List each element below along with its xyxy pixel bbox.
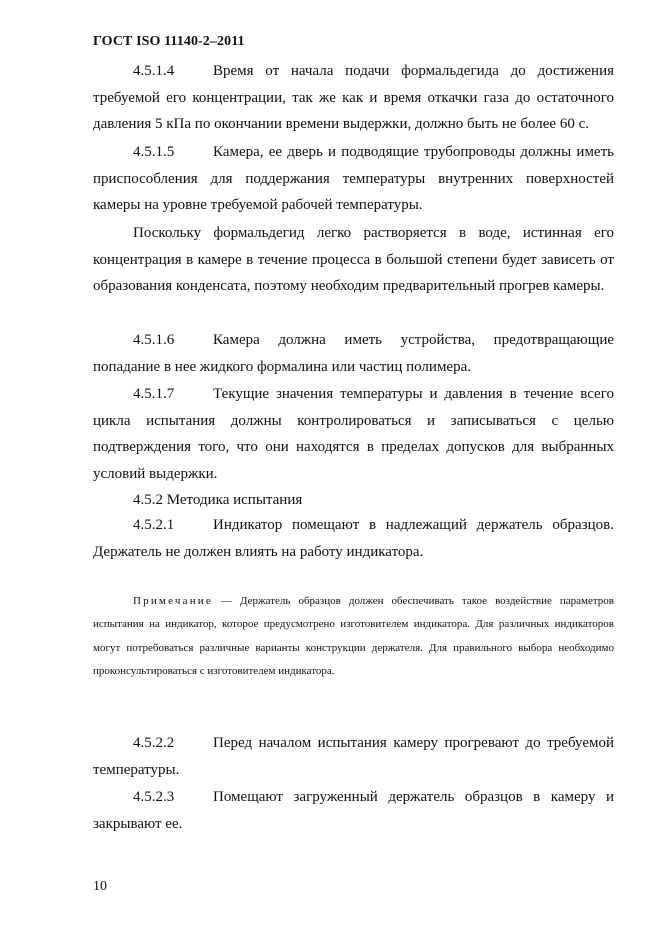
clause-text: Время от начала подачи формальдегида до достижения требуемой его концентрации, так же как и время откачки газа до остаточного давления 5 кПа по окончании времени выдержки, должно быть не более 60 с. [93, 63, 614, 133]
clause-4-5-1-7 [93, 381, 614, 487]
clause-number: 4.5.2.1 [133, 517, 175, 533]
clause-number: 4.5.1.5 [133, 144, 175, 160]
clause-4-5-1-4 [93, 58, 614, 138]
clause-4-5-2-1 [93, 512, 614, 565]
clause-text: Индикатор помещают в надлежащий держатель образцов. Держатель не должен влиять на работу индикатора. [93, 517, 614, 560]
clause-4-5-2-3 [93, 784, 614, 837]
clause-number: 4.5.1.7 [133, 386, 175, 402]
clause-4-5-1-6 [93, 327, 614, 380]
note-block [93, 590, 614, 684]
clause-text: Перед началом испытания камеру прогревают до требуемой температуры. [93, 735, 614, 778]
clause-4-5-2-2 [93, 730, 614, 783]
clause-number: 4.5.2.3 [133, 789, 175, 805]
clause-number: 4.5.2.2 [133, 735, 175, 751]
page-number: 10 [93, 879, 107, 894]
clause-text: Камера, ее дверь и подводящие трубопроводы должны иметь приспособления для поддержания температуры внутренних поверхностей камеры на уровне требуемой рабочей температуры. [93, 144, 614, 214]
paragraph-condensate: Поскольку формальдегид легко растворяется в воде, истинная его концентрация в камере в течение процесса в большой степени будет зависеть от образования конденсата, поэтому необходим предварительный прогрев камеры. [93, 225, 614, 295]
clause-number: 4.5.1.6 [133, 332, 175, 348]
clause-number: 4.5.1.4 [133, 63, 175, 79]
clause-text: Камера должна иметь устройства, предотвращающие попадание в нее жидкого формалина или частиц полимера. [93, 332, 614, 375]
clause-4-5-1-5 [93, 139, 614, 219]
clause-text: Текущие значения температуры и давления в течение всего цикла испытания должны контролироваться и записываться с целью подтверждения того, что они находятся в пределах допусков для выбранных условий выдержки. [93, 386, 614, 482]
section-heading-4-5-2: 4.5.2 Методика испытания [133, 492, 303, 508]
document-header: ГОСТ ISO 11140-2–2011 [93, 34, 245, 49]
note-label: Примечание [133, 595, 213, 607]
clause-text: Помещают загруженный держатель образцов в камеру и закрывают ее. [93, 789, 614, 832]
note-text: — Держатель образцов должен обеспечивать такое воздействие параметров испытания на индикатор, которое предусмотрено изготовителем индикатора. Для различных индикаторов могут потребоваться различные варианты конструкции держателя. Для правильного выбора необходимо проконсультироваться с изготовителем индикатора. [93, 595, 614, 678]
